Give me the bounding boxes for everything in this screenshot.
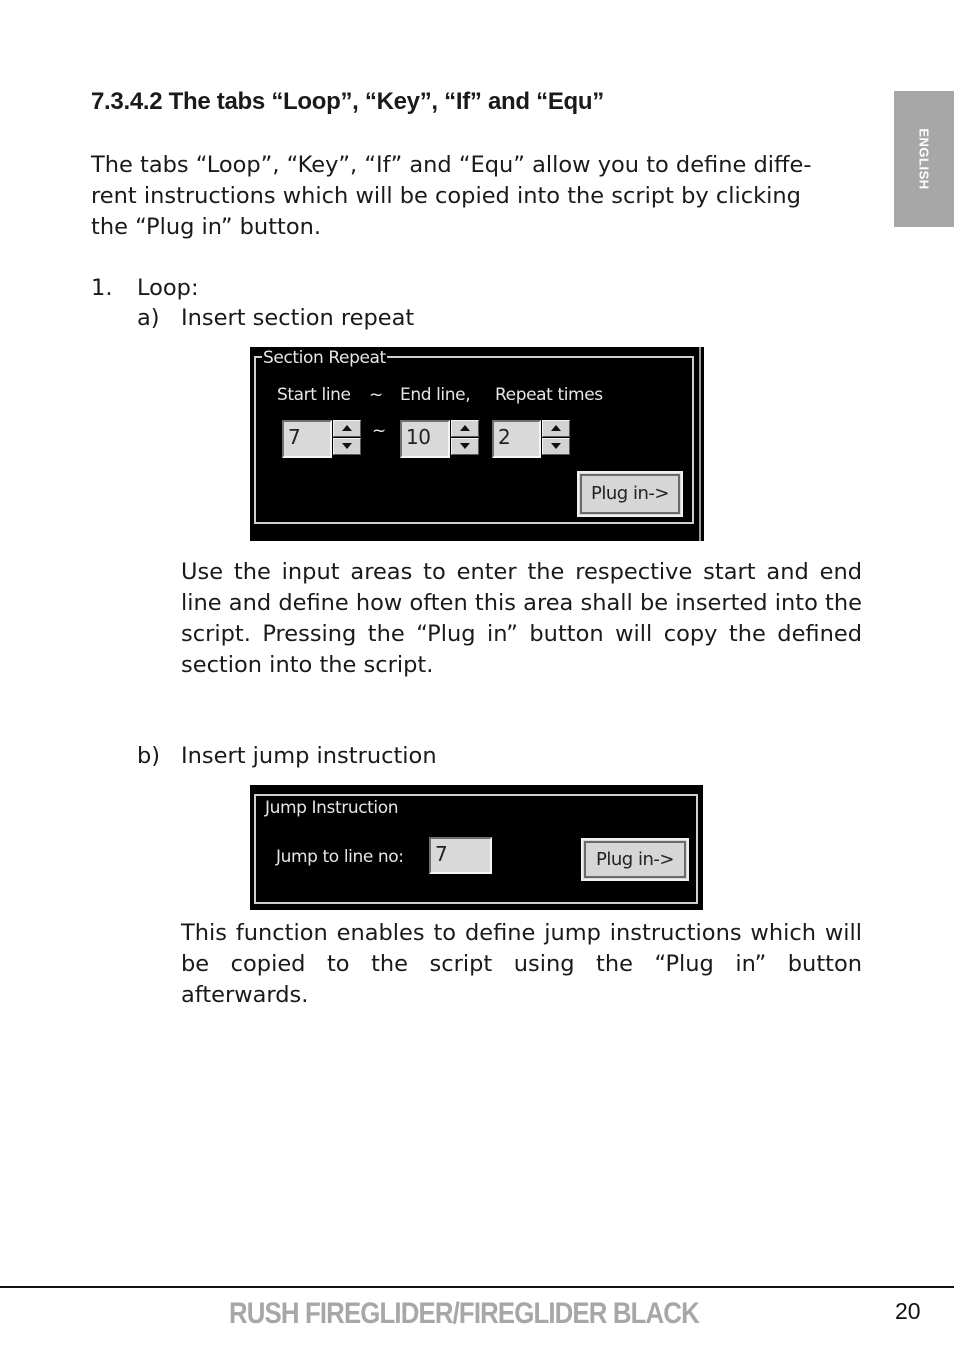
jump-to-line-label: Jump to line no: <box>276 847 404 867</box>
jump-line-input[interactable]: 7 <box>429 837 492 874</box>
language-tab-label: ENGLISH <box>916 128 932 190</box>
sublist-letter-b: b) <box>137 743 161 769</box>
arrow-up-icon <box>551 425 561 431</box>
sublist-label-a: Insert section repeat <box>181 305 415 331</box>
end-line-label: End line, <box>400 385 471 405</box>
arrow-up-icon <box>460 425 470 431</box>
start-line-label: Start line <box>277 385 351 405</box>
spin-up-button[interactable] <box>542 420 570 437</box>
sublist-label-b: Insert jump instruction <box>181 743 437 769</box>
intro-paragraph <box>91 150 866 243</box>
footer-product-title: RUSH FIREGLIDER/FIREGLIDER BLACK <box>229 1297 699 1330</box>
section-repeat-description: Use the input areas to enter the respective start and end line and define how often this area shall be inserted into the script. Pressing the “Plug in” button will copy the defined section into the script. <box>181 559 862 678</box>
footer-divider <box>0 1286 954 1288</box>
range-tilde: ~ <box>372 421 386 441</box>
arrow-up-icon <box>342 425 352 431</box>
repeat-times-spinner[interactable] <box>542 420 570 456</box>
spin-down-button[interactable] <box>542 438 570 455</box>
language-tab <box>894 91 954 227</box>
repeat-times-input[interactable]: 2 <box>492 420 541 458</box>
section-heading: 7.3.4.2 The tabs “Loop”, “Key”, “If” and “Equ” <box>91 88 604 115</box>
repeat-times-label: Repeat times <box>495 385 603 405</box>
plug-in-button[interactable]: Plug in-> <box>577 471 683 517</box>
range-tilde: ~ <box>369 385 383 405</box>
list-item-number: 1. <box>91 275 113 301</box>
jump-instruction-legend: Jump Instruction <box>265 798 399 818</box>
spin-down-button[interactable] <box>451 438 479 455</box>
arrow-down-icon <box>551 443 561 449</box>
start-line-input[interactable]: 7 <box>282 420 332 458</box>
list-item-label: Loop: <box>137 275 199 301</box>
arrow-down-icon <box>460 443 470 449</box>
jump-description: This function enables to define jump instructions which will be copied to the script using the “Plug in” button afterwards. <box>181 920 862 1008</box>
section-repeat-panel <box>250 347 704 541</box>
arrow-down-icon <box>342 443 352 449</box>
page-number: 20 <box>895 1298 921 1324</box>
spin-up-button[interactable] <box>333 420 361 437</box>
plug-in-button[interactable]: Plug in-> <box>581 838 689 881</box>
intro-line: rent instructions which will be copied into the script by clicking <box>91 183 801 209</box>
end-line-input[interactable]: 10 <box>400 420 450 458</box>
intro-line: the “Plug in” button. <box>91 214 322 240</box>
end-line-spinner[interactable] <box>451 420 479 456</box>
spin-up-button[interactable] <box>451 420 479 437</box>
jump-instruction-panel <box>250 785 703 910</box>
intro-line: The tabs “Loop”, “Key”, “If” and “Equ” allow you to define diffe- <box>91 152 812 178</box>
spin-down-button[interactable] <box>333 438 361 455</box>
sublist-letter-a: a) <box>137 305 160 331</box>
section-repeat-legend: Section Repeat <box>263 348 386 368</box>
start-line-spinner[interactable] <box>333 420 361 456</box>
